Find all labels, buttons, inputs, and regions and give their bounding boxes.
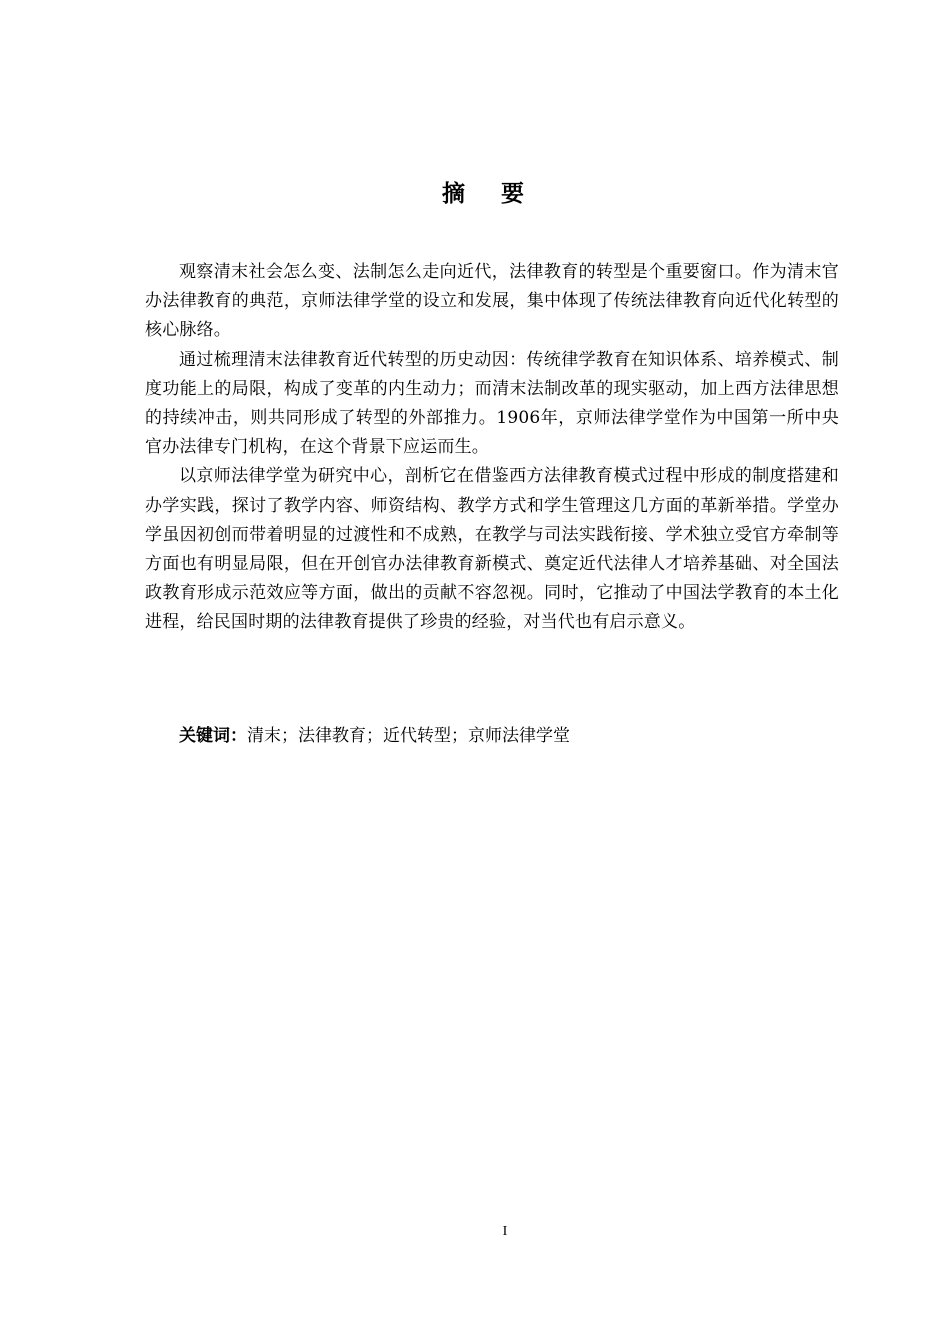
keywords-label: 关键词： [179,726,247,746]
abstract-paragraph-3: 以京师法律学堂为研究中心，剖析它在借鉴西方法律教育模式过程中形成的制度搭建和办学实践，探讨了教学内容、师资结构、教学方式和学生管理这几方面的革新举措。学堂办学虽因初创而带着明显的过渡性和不成熟，在教学与司法实践衔接、学术独立受官方牵制等方面也有明显局限，但在开创官办法律教育新模式、奠定近代法律人才培养基础、对全国法政教育形成示范效应等方面，做出的贡献不容忽视。同时，它推动了中国法学教育的本土化进程，给民国时期的法律教育提供了珍贵的经验，对当代也有启示意义。 [145,466,839,633]
keywords-line [145,722,839,751]
abstract-title: 摘 要 [441,181,538,207]
abstract-body [145,258,839,638]
abstract-paragraph-1: 观察清末社会怎么变、法制怎么走向近代，法律教育的转型是个重要窗口。作为清末官办法律教育的典范，京师法律学堂的设立和发展，集中体现了传统法律教育向近代化转型的核心脉络。 [145,262,839,341]
page-number: I [502,1224,508,1239]
abstract-paragraph-2: 通过梳理清末法律教育近代转型的历史动因：传统律学教育在知识体系、培养模式、制度功能上的局限，构成了变革的内生动力；而清末法制改革的现实驱动，加上西方法律思想的持续冲击，则共同形成了转型的外部推力。1906年，京师法律学堂作为中国第一所中央官办法律专门机构，在这个背景下应运而生。 [145,349,839,458]
keywords-text: 清末；法律教育；近代转型；京师法律学堂 [247,726,570,746]
